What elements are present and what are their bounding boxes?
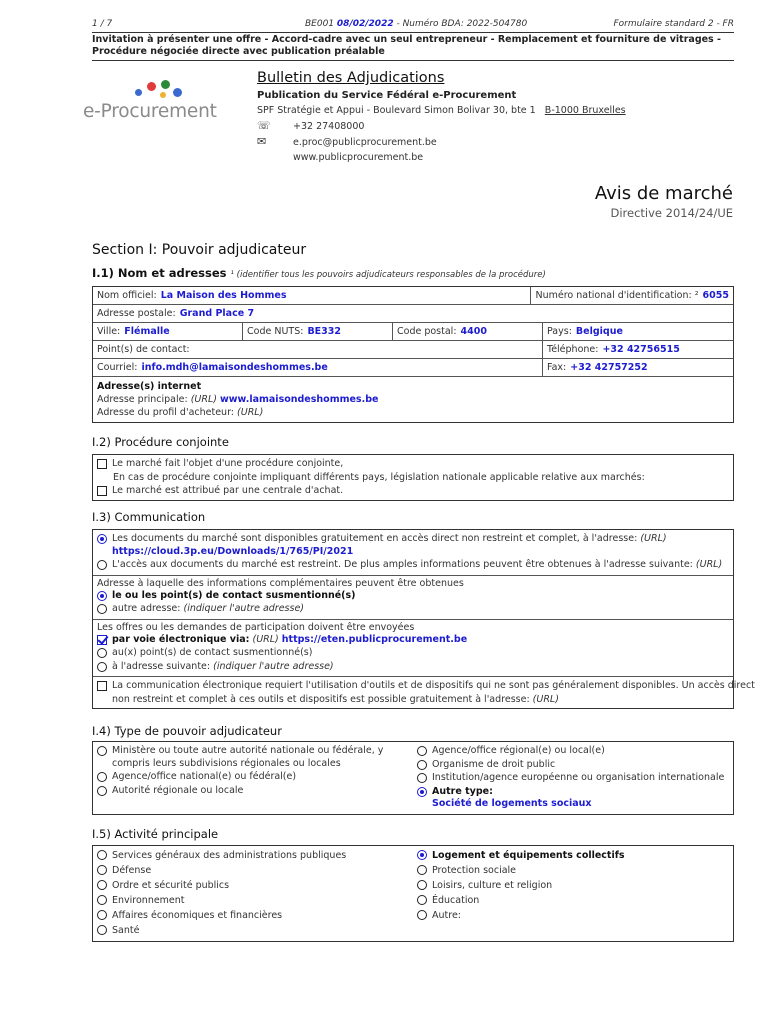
joint-procedure-checkbox[interactable] <box>97 459 107 469</box>
reference-date: 08/02/2022 <box>336 19 394 29</box>
fax-phone-icon: ☏ <box>257 119 271 132</box>
avis-directive: Directive 2014/24/UE <box>610 206 733 220</box>
activity-security-radio[interactable] <box>97 880 107 890</box>
i1-title: I.1) Nom et adresses ¹ (identifier tous les pouvoirs adjudicateurs responsables de la procédure) <box>92 266 546 280</box>
i5-title: I.5) Activité principale <box>92 827 219 841</box>
i4-title: I.4) Type de pouvoir adjudicateur <box>92 724 282 738</box>
i3-box: Les documents du marché sont disponibles gratuitement en accès direct non restreint et complet, à l'adresse: (URL) https://cloud.3p.eu/Downloads/1/765/PI/2021 L'accès aux documents du marché est restreint. De plus amples informations peuvent être obtenues à l'adresse suivante: (URL) Adresse à laquelle des informations complémentaires peuvent être obtenues le ou les point(s) de contact susmentionné(s) autre adresse: (indiquer l'autre adresse) Les offres ou les demandes de participation doivent être envoyées par voie électronique via: (URL) https://eten.publicprocurement.be au(x) point(s) de contact susmentionné(s) à l'adresse suivante: (indiquer l'autre adresse) La communication électronique requiert l'utilisation d'outils et de dispositifs qui ne sont pas généralement disponibles. Un accès direct non restreint et complet à ces outils et dispositifs est possible gratuitement à l'adresse: (URL) <box>92 529 734 709</box>
bulletin-publication: Publication du Service Fédéral e-Procurement <box>257 90 517 101</box>
bulletin-title: Bulletin des Adjudications <box>257 70 445 86</box>
electronic-submission-checkbox[interactable] <box>97 635 107 645</box>
reference: BE001 08/02/2022 - Numéro BDA: 2022-504780 <box>305 19 528 29</box>
type-ministry-radio[interactable] <box>97 746 107 756</box>
bulletin-info <box>257 70 626 165</box>
official-name: La Maison des Hommes <box>160 290 287 301</box>
activity-social-radio[interactable] <box>417 865 427 875</box>
activity-economic-radio[interactable] <box>97 910 107 920</box>
avis-title: Avis de marché <box>594 183 733 204</box>
type-other-radio[interactable] <box>417 787 427 797</box>
type-national-agency-radio[interactable] <box>97 772 107 782</box>
activity-housing-radio[interactable] <box>417 850 427 860</box>
central-purchasing-checkbox[interactable] <box>97 486 107 496</box>
activity-defense-radio[interactable] <box>97 865 107 875</box>
form-type: Formulaire standard 2 - FR <box>613 19 734 29</box>
e-procurement-logo: e-Procurement <box>83 80 225 126</box>
i4-box: Ministère ou toute autre autorité nationale ou fédérale, y compris leurs subdivisions régionales ou locales Agence/office national(e) ou fédéral(e) Autorité régionale ou locale Agence/office régional(e) ou local(e) Organisme de droit public Institution/agence européenne ou organisation internationale Autre type: Société de logements sociaux <box>92 741 734 815</box>
electronic-tools-checkbox[interactable] <box>97 681 107 691</box>
activity-education-radio[interactable] <box>417 895 427 905</box>
submission-contact-radio[interactable] <box>97 648 107 658</box>
main-website-link[interactable]: www.lamaisondeshommes.be <box>220 394 379 405</box>
section-title: Section I: Pouvoir adjudicateur <box>92 242 307 258</box>
docs-url-link[interactable]: https://cloud.3p.eu/Downloads/1/765/PI/2021 <box>112 545 354 557</box>
info-other-radio[interactable] <box>97 604 107 614</box>
contact-email[interactable]: info.mdh@lamaisondeshommes.be <box>141 362 328 373</box>
page-number: 1 / 7 <box>92 19 113 29</box>
i5-box: Services généraux des administrations publiques Défense Ordre et sécurité publics Environnement Affaires économiques et financières Santé Logement et équipements collectifs Protection sociale Loisirs, culture et religion Éducation Autre: <box>92 845 734 942</box>
bulletin-email[interactable]: e.proc@publicprocurement.be <box>293 137 437 148</box>
activity-environment-radio[interactable] <box>97 895 107 905</box>
submission-other-radio[interactable] <box>97 662 107 672</box>
type-regional-agency-radio[interactable] <box>417 746 427 756</box>
activity-leisure-radio[interactable] <box>417 880 427 890</box>
envelope-icon: ✉ <box>257 135 267 148</box>
bulletin-phone: +32 27408000 <box>293 121 365 132</box>
docs-restricted-radio[interactable] <box>97 560 107 570</box>
activity-general-radio[interactable] <box>97 850 107 860</box>
activity-other-radio[interactable] <box>417 910 427 920</box>
submission-url-link[interactable]: https://eten.publicprocurement.be <box>281 633 468 645</box>
i2-title: I.2) Procédure conjointe <box>92 435 229 449</box>
type-regional-authority-radio[interactable] <box>97 786 107 796</box>
type-public-body-radio[interactable] <box>417 760 427 770</box>
avis-block <box>595 183 733 220</box>
bulletin-address: SPF Stratégie et Appui - Boulevard Simon Bolivar 30, bte 1 B-1000 Bruxelles <box>257 105 626 116</box>
i2-box: Le marché fait l'objet d'une procédure conjointe, En cas de procédure conjointe impliquant différents pays, législation nationale applicable relative aux marchés: Le marché est attribué par une centrale d'achat. <box>92 454 734 501</box>
i3-title: I.3) Communication <box>92 510 206 524</box>
activity-health-radio[interactable] <box>97 925 107 935</box>
i1-table: Nom officiel: La Maison des Hommes Numéro national d'identification: ² 6055 Adresse postale: Grand Place 7 Ville: Flémalle Code NUTS: BE332 Code postal: 4400 Pays: Belgique Point(s) de contact: Téléphone: +32 42756515 Courriel: info.mdh@lamaisondeshommes.be Fax: +32 42757252 Adresse(s) internet Adresse principale: (URL) www.lamaisondeshommes.be Adresse du profil d'acheteur: (URL) <box>92 286 734 423</box>
type-european-radio[interactable] <box>417 773 427 783</box>
docs-free-radio[interactable] <box>97 534 107 544</box>
bulletin-website[interactable]: www.publicprocurement.be <box>293 152 424 163</box>
notice-title: Invitation à présenter une offre - Accord-cadre avec un seul entrepreneur - Remplacement et fourniture de vitrages - Procédure négociée directe avec publication préalable <box>92 32 734 61</box>
info-contact-radio[interactable] <box>97 591 107 601</box>
